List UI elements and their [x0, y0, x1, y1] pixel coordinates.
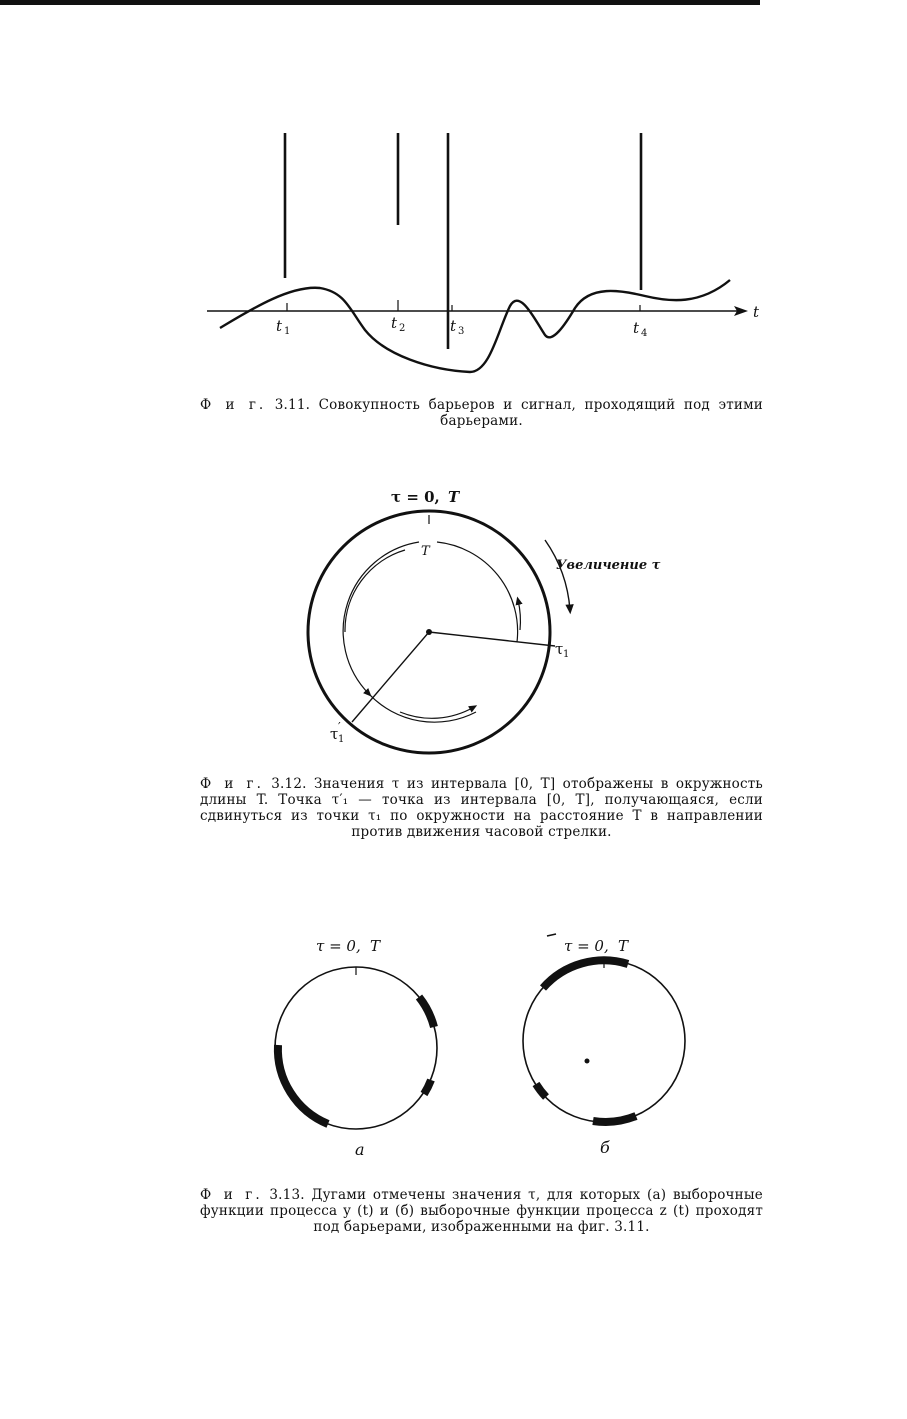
caption-lead: Ф и г.	[200, 397, 267, 413]
label-t2-sub: 2	[399, 323, 406, 334]
label-tau-zero: τ = 0,	[391, 488, 440, 506]
label-tau1-prime-mark: ′	[338, 720, 341, 734]
label-a-tau-zero: τ = 0,	[316, 937, 361, 955]
circle-a-arc-2	[424, 1080, 431, 1094]
label-inner-T: T	[421, 544, 430, 559]
circle-b-dot	[585, 1059, 590, 1064]
circle-b-arc-1	[543, 960, 628, 988]
circle-a-arc-3	[278, 1045, 328, 1124]
label-a: а	[355, 1140, 365, 1159]
label-b-tau-zero-T: T	[618, 937, 629, 955]
inner-arc-right-arrow	[518, 600, 520, 630]
label-increase-tau: Увеличение τ	[556, 558, 661, 573]
radius-tau1-prime	[352, 632, 429, 722]
inner-arc-bottom-arrow	[400, 707, 474, 718]
label-t4-sub: 4	[641, 328, 648, 339]
caption-lead: Ф и г.	[200, 1187, 263, 1203]
label-b-tau-zero: τ = 0,	[564, 937, 609, 955]
fig-3-11-labels	[276, 303, 760, 339]
circle-b-arc-3	[593, 1116, 636, 1122]
caption-fig-3-11	[200, 397, 763, 429]
label-tau1: τ	[555, 640, 564, 658]
label-a-tau-zero-T: T	[370, 937, 381, 955]
label-t1: t	[276, 317, 283, 335]
label-t3: t	[450, 317, 457, 335]
caption-lead: Ф и г.	[200, 776, 264, 792]
inner-arc-left	[343, 542, 419, 694]
circle-a-arc-1	[419, 997, 434, 1027]
label-t2: t	[391, 314, 398, 332]
center-dot	[426, 629, 432, 635]
label-t4: t	[633, 319, 640, 337]
radius-tau1	[429, 632, 555, 646]
label-b: б	[600, 1138, 610, 1157]
label-tau1-prime-sub: 1	[338, 734, 345, 745]
label-tau1-sub: 1	[563, 649, 570, 660]
caption-body: 3.13. Дугами отмечены значения τ, для которых (а) выборочные функции процесса y (t) и (б) выборочные функции процесса z (t) проходят под барьерами, изображенными на фиг. 3.11.	[200, 1187, 763, 1235]
fig-3-13	[275, 934, 685, 1129]
fig-3-13-labels	[316, 937, 629, 1159]
signal-curve	[220, 280, 730, 372]
increase-arrow	[545, 540, 570, 610]
fig-3-12	[308, 511, 570, 753]
label-tau1-prime: τ	[330, 725, 339, 743]
caption-fig-3-12	[200, 776, 763, 840]
caption-fig-3-13	[200, 1187, 763, 1235]
inner-arc-right	[437, 542, 518, 642]
circle-b-mark	[547, 934, 556, 936]
caption-body: 3.11. Совокупность барьеров и сигнал, проходящий под этими барьерами.	[266, 397, 763, 429]
caption-body: 3.12. Значения τ из интервала [0, T] отображены в окружность длины T. Точка τ′₁ — точка из интервала [0, T], получающаяся, если сдвинуться из точки τ₁ по окружности на расстояние T в направлении против движения часовой стрелки.	[200, 776, 763, 840]
axis-label-t: t	[753, 303, 760, 321]
label-t3-sub: 3	[458, 326, 465, 337]
fig-3-12-labels	[330, 488, 661, 745]
label-t1-sub: 1	[284, 326, 291, 337]
label-tau-zero-T: T	[448, 488, 460, 506]
circle-b-arc-2	[536, 1084, 546, 1097]
